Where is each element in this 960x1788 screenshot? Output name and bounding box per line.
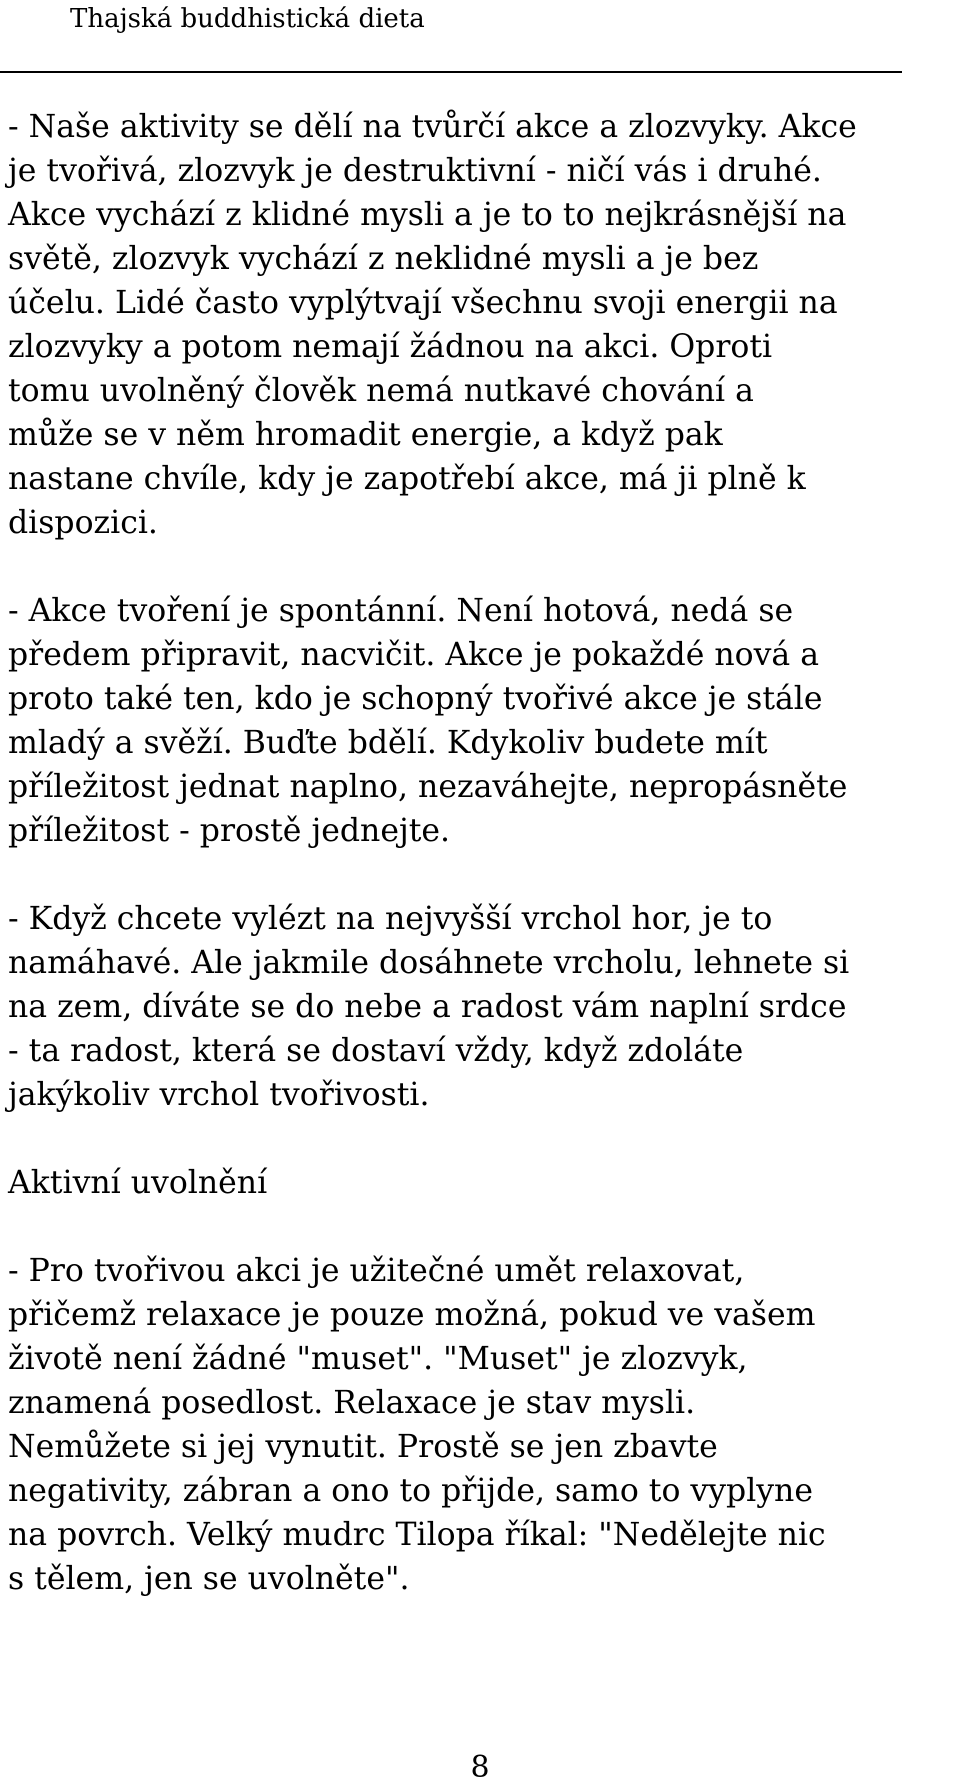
- paragraph-spontaneous-creation: - Akce tvoření je spontánní. Není hotová, nedá se předem připravit, nacvičit. Akce je pokaždé nová a proto také ten, kdo je schopný tvořivé akce je stále mladý a svěží. Buďte bdělí. Kdykoliv budete mít příležitost jednat naplno, nezaváhejte, nepropásněte příležitost - prostě jednejte.: [8, 593, 848, 849]
- page-number: 8: [470, 1750, 490, 1785]
- paragraph-spacer: [8, 1205, 953, 1249]
- paragraph-spacer: [8, 1117, 953, 1161]
- page-header-title: Thajská buddhistická dieta: [70, 4, 425, 34]
- paragraph-spacer: [8, 545, 953, 589]
- document-body: [8, 105, 953, 1601]
- paragraph-spacer: [8, 853, 953, 897]
- paragraph-actions-vs-habits: - Naše aktivity se dělí na tvůrčí akce a zlozvyky. Akce je tvořivá, zlozvyk je destruktivní - ničí vás i druhé. Akce vychází z klidné mysli a je to to nejkrásnější na světě, zlozvyk vychází z neklidné mysli a je bez účelu. Lidé často vyplýtvají všechnu svoji energii na zlozvyky a potom nemají žádnou na akci. Oproti tomu uvolněný člověk nemá nutkavé chování a může se v něm hromadit energie, a když pak nastane chvíle, kdy je zapotřebí akce, má ji plně k dispozici.: [8, 109, 857, 541]
- paragraph-mountain-peak: - Když chcete vylézt na nejvyšší vrchol hor, je to namáhavé. Ale jakmile dosáhnete vrcholu, lehnete si na zem, díváte se do nebe a radost vám naplní srdce - ta radost, která se dostaví vždy, když zdoláte jakýkoliv vrchol tvořivosti.: [8, 901, 850, 1113]
- paragraph-relaxation: - Pro tvořivou akci je užitečné umět relaxovat, přičemž relaxace je pouze možná, pokud ve vašem životě není žádné "muset". "Muset" je zlozvyk, znamená posedlost. Relaxace je stav mysli. Nemůžete si jej vynutit. Prostě se jen zbavte negativity, zábran a ono to přijde, samo to vyplyne na povrch. Velký mudrc Tilopa říkal: "Nedělejte nic s tělem, jen se uvolněte".: [8, 1253, 826, 1597]
- header-divider: [0, 71, 902, 73]
- section-heading: Aktivní uvolnění: [8, 1165, 268, 1201]
